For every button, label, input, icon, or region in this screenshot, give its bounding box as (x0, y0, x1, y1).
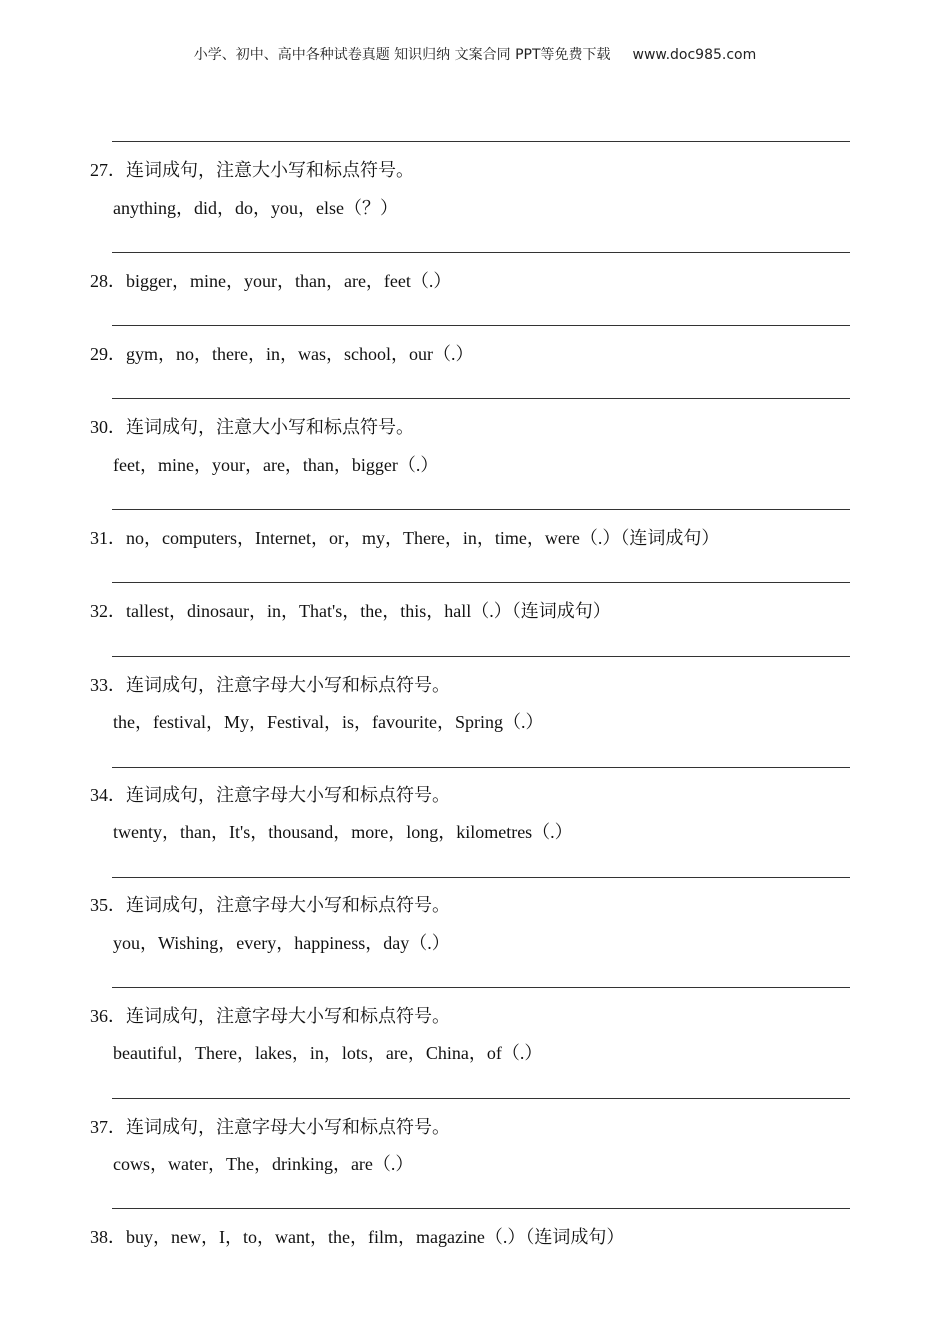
question-35-words: you，Wishing，every，happiness，day（.） (113, 933, 450, 953)
header-site: www.doc985.com (632, 47, 757, 63)
question-30-prompt: 30．连词成句，注意大小写和标点符号。 (90, 417, 414, 437)
answer-line-31[interactable] (112, 582, 850, 583)
question-30-words: feet，mine，your，are，than，bigger（.） (113, 455, 439, 475)
question-36-prompt: 36．连词成句，注意字母大小写和标点符号。 (90, 1006, 450, 1026)
question-36-words: beautiful，There，lakes，in，lots，are，China，of（.） (113, 1043, 543, 1063)
answer-line-30[interactable] (112, 509, 850, 510)
answer-line-35[interactable] (112, 987, 850, 988)
question-27-prompt: 27．连词成句，注意大小写和标点符号。 (90, 160, 414, 180)
question-37-prompt: 37．连词成句，注意字母大小写和标点符号。 (90, 1117, 450, 1137)
question-31-prompt: 31．no，computers，Internet，or，my，There，in，time，were（.）（连词成句） (90, 528, 720, 548)
question-34-words: twenty，than，It's，thousand，more，long，kilometres（.） (113, 822, 573, 842)
answer-line-36[interactable] (112, 1098, 850, 1099)
answer-line-37[interactable] (112, 1208, 850, 1209)
question-38-prompt: 38．buy，new，I，to，want，the，film，magazine（.）（连词成句） (90, 1227, 625, 1247)
question-37-words: cows，water，The，drinking，are（.） (113, 1154, 414, 1174)
question-28-prompt: 28．bigger，mine，your，than，are，feet（.） (90, 271, 452, 291)
question-29-prompt: 29．gym，no，there，in，was，school，our（.） (90, 344, 474, 364)
question-35-prompt: 35．连词成句，注意字母大小写和标点符号。 (90, 895, 450, 915)
answer-line[interactable] (112, 141, 850, 142)
question-27-words: anything，did，do，you，else（？） (113, 198, 398, 218)
header-text: 小学、初中、高中各种试卷真题 知识归纳 文案合同 PPT等免费下载 (193, 47, 611, 63)
answer-line-33[interactable] (112, 767, 850, 768)
answer-line-32[interactable] (112, 656, 850, 657)
question-33-prompt: 33．连词成句，注意字母大小写和标点符号。 (90, 675, 450, 695)
question-33-words: the，festival，My，Festival，is，favourite，Spring（.） (113, 712, 544, 732)
answer-line-34[interactable] (112, 877, 850, 878)
answer-line-29[interactable] (112, 398, 850, 399)
page-header (0, 44, 950, 64)
question-34-prompt: 34．连词成句，注意字母大小写和标点符号。 (90, 785, 450, 805)
answer-line-28[interactable] (112, 325, 850, 326)
answer-line-27[interactable] (112, 252, 850, 253)
question-32-prompt: 32．tallest，dinosaur，in，That's，the，this，hall（.）（连词成句） (90, 601, 611, 621)
